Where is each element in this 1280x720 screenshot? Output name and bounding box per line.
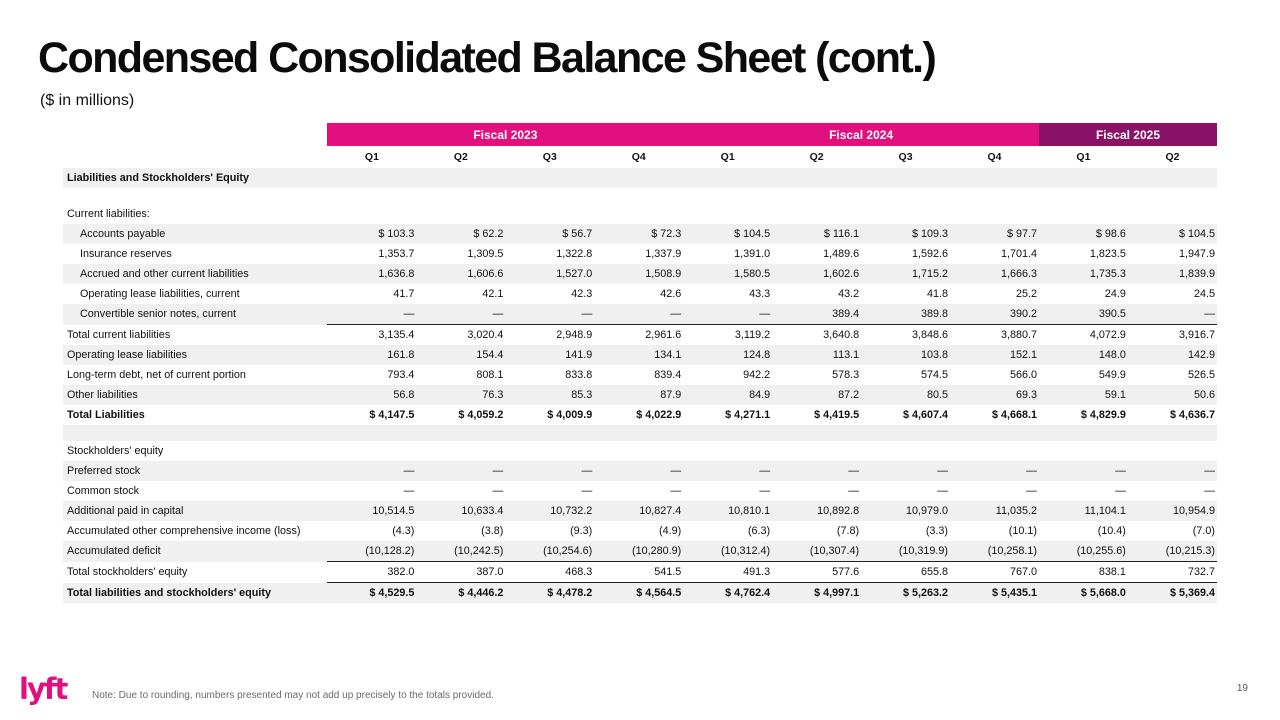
row-label: Current liabilities: bbox=[67, 208, 150, 220]
row-label: Preferred stock bbox=[63, 461, 327, 481]
value-cell: — bbox=[1115, 485, 1126, 497]
value-cell: 148.0 bbox=[1039, 345, 1128, 365]
quarter-header: Q1 bbox=[364, 151, 379, 163]
value-cell: $ 4,271.1 bbox=[725, 409, 771, 421]
value-cell: 3,848.6 bbox=[861, 325, 950, 346]
value-cell: 808.1 bbox=[476, 369, 504, 381]
table-row bbox=[63, 168, 1217, 188]
value-cell: 10,954.9 bbox=[1128, 501, 1217, 521]
value-cell: 1,309.5 bbox=[467, 248, 504, 260]
value-cell: (10,128.2) bbox=[327, 541, 416, 562]
value-cell: 141.9 bbox=[505, 345, 594, 365]
value-cell: $ 4,668.1 bbox=[991, 409, 1037, 421]
value-cell: (4.3) bbox=[392, 525, 415, 537]
row-label: Liabilities and Stockholders' Equity bbox=[63, 168, 327, 188]
value-cell: 10,979.0 bbox=[861, 501, 950, 521]
value-cell: — bbox=[670, 485, 682, 497]
value-cell: — bbox=[1039, 461, 1128, 481]
row-label: Convertible senior notes, current bbox=[63, 304, 327, 325]
quarter-header: Q4 bbox=[987, 151, 1002, 163]
value-cell: $ 98.6 bbox=[1039, 224, 1128, 244]
value-cell bbox=[950, 168, 1039, 188]
value-cell bbox=[594, 441, 683, 461]
value-cell: 84.9 bbox=[683, 385, 772, 405]
table-row bbox=[63, 204, 1217, 224]
value-cell: 42.1 bbox=[482, 288, 504, 300]
value-cell: $ 104.5 bbox=[1128, 224, 1217, 244]
value-cell: 838.1 bbox=[1039, 562, 1128, 583]
row-label: Total liabilities and stockholders' equity bbox=[63, 583, 327, 604]
value-cell: (6.3) bbox=[747, 525, 771, 537]
value-cell: 468.3 bbox=[505, 562, 594, 583]
value-cell: 10,633.4 bbox=[416, 501, 505, 521]
value-cell: — bbox=[1128, 461, 1217, 481]
fiscal-2024-header: Fiscal 2024 bbox=[683, 123, 1039, 146]
balance-sheet-table bbox=[63, 123, 1217, 603]
row-label: Long-term debt, net of current portion bbox=[67, 369, 246, 381]
value-cell: 3,119.2 bbox=[683, 325, 772, 346]
value-cell: $ 72.3 bbox=[594, 224, 683, 244]
value-cell: 2,948.9 bbox=[505, 325, 594, 346]
value-cell: 11,035.2 bbox=[950, 501, 1039, 521]
value-cell: $ 4,762.4 bbox=[683, 583, 772, 604]
table-row bbox=[63, 264, 1217, 284]
value-cell: 3,020.4 bbox=[416, 325, 505, 346]
row-label: Operating lease liabilities, current bbox=[80, 288, 240, 300]
value-cell bbox=[861, 168, 950, 188]
row-label: Accounts payable bbox=[63, 224, 327, 244]
lyft-logo bbox=[18, 672, 74, 710]
value-cell bbox=[861, 204, 950, 224]
value-cell: — bbox=[937, 485, 949, 497]
value-cell: — bbox=[327, 461, 416, 481]
value-cell: 41.7 bbox=[393, 288, 415, 300]
value-cell bbox=[950, 441, 1039, 461]
balance-sheet-body bbox=[63, 168, 1217, 603]
table-row bbox=[63, 365, 1217, 385]
value-cell bbox=[1039, 168, 1128, 188]
value-cell bbox=[1128, 441, 1217, 461]
value-cell: 113.1 bbox=[772, 345, 861, 365]
value-cell: 134.1 bbox=[594, 345, 683, 365]
quarter-header: Q1 bbox=[720, 151, 735, 163]
value-cell: 69.3 bbox=[950, 385, 1039, 405]
value-cell: $ 4,564.5 bbox=[594, 583, 683, 604]
value-cell: 1,606.6 bbox=[416, 264, 505, 284]
value-cell bbox=[505, 188, 594, 204]
value-cell: 1,602.6 bbox=[772, 264, 861, 284]
value-cell: 1,527.0 bbox=[505, 264, 594, 284]
value-cell: 1,636.8 bbox=[327, 264, 416, 284]
value-cell: $ 4,022.9 bbox=[636, 409, 682, 421]
value-cell: — bbox=[772, 461, 861, 481]
value-cell: 3,640.8 bbox=[772, 325, 861, 346]
value-cell: (10,312.4) bbox=[683, 541, 772, 562]
value-cell: — bbox=[1026, 485, 1037, 497]
value-cell bbox=[1039, 188, 1128, 204]
value-cell: 491.3 bbox=[683, 562, 772, 583]
value-cell: (10,280.9) bbox=[594, 541, 683, 562]
value-cell: 1,715.2 bbox=[861, 264, 950, 284]
value-cell: $ 56.7 bbox=[505, 224, 594, 244]
value-cell: 25.2 bbox=[1015, 288, 1037, 300]
value-cell: $ 4,478.2 bbox=[505, 583, 594, 604]
value-cell: 11,104.1 bbox=[1039, 501, 1128, 521]
value-cell: 124.8 bbox=[683, 345, 772, 365]
value-cell: — bbox=[848, 485, 860, 497]
value-cell: 42.6 bbox=[660, 288, 682, 300]
value-cell: 2,961.6 bbox=[594, 325, 683, 346]
value-cell: — bbox=[950, 461, 1039, 481]
value-cell: 389.4 bbox=[772, 304, 861, 325]
value-cell: $ 116.1 bbox=[772, 224, 861, 244]
value-cell: $ 4,147.5 bbox=[369, 409, 415, 421]
value-cell: 10,732.2 bbox=[505, 501, 594, 521]
table-row bbox=[63, 501, 1217, 521]
value-cell: $ 4,529.5 bbox=[327, 583, 416, 604]
quarter-header-blank bbox=[63, 146, 327, 168]
value-cell: 87.2 bbox=[772, 385, 861, 405]
value-cell bbox=[416, 188, 505, 204]
table-row bbox=[63, 304, 1217, 325]
row-label bbox=[63, 425, 327, 441]
value-cell: 10,827.4 bbox=[594, 501, 683, 521]
value-cell: 152.1 bbox=[950, 345, 1039, 365]
value-cell bbox=[772, 425, 861, 441]
quarter-header: Q4 bbox=[631, 151, 646, 163]
value-cell: — bbox=[594, 461, 683, 481]
value-cell: 24.9 bbox=[1104, 288, 1126, 300]
value-cell: (10,307.4) bbox=[772, 541, 861, 562]
value-cell: 142.9 bbox=[1128, 345, 1217, 365]
value-cell: $ 5,668.0 bbox=[1039, 583, 1128, 604]
value-cell: (10,258.1) bbox=[950, 541, 1039, 562]
value-cell: 1,735.3 bbox=[1039, 264, 1128, 284]
value-cell: — bbox=[581, 485, 593, 497]
value-cell: $ 4,446.2 bbox=[416, 583, 505, 604]
value-cell: (10.1) bbox=[1008, 525, 1037, 537]
quarter-header: Q1 bbox=[1076, 151, 1091, 163]
value-cell bbox=[416, 204, 505, 224]
value-cell: $ 4,059.2 bbox=[458, 409, 504, 421]
value-cell bbox=[594, 425, 683, 441]
value-cell bbox=[772, 204, 861, 224]
page-title: Condensed Consolidated Balance Sheet (cont.) bbox=[38, 34, 936, 82]
value-cell: — bbox=[327, 304, 416, 325]
value-cell: 43.2 bbox=[838, 288, 860, 300]
value-cell: 942.2 bbox=[743, 369, 771, 381]
value-cell: (10,319.9) bbox=[861, 541, 950, 562]
value-cell bbox=[950, 204, 1039, 224]
value-cell bbox=[683, 441, 772, 461]
value-cell: 1,337.9 bbox=[645, 248, 682, 260]
value-cell bbox=[505, 425, 594, 441]
value-cell: $ 4,009.9 bbox=[547, 409, 593, 421]
value-cell: 50.6 bbox=[1128, 385, 1217, 405]
value-cell: — bbox=[492, 485, 504, 497]
value-cell: 1,666.3 bbox=[950, 264, 1039, 284]
value-cell: 10,810.1 bbox=[683, 501, 772, 521]
value-cell bbox=[594, 204, 683, 224]
value-cell bbox=[327, 425, 416, 441]
lyft-logo-text: lyft bbox=[19, 672, 67, 706]
quarter-header: Q2 bbox=[453, 151, 468, 163]
value-cell: 767.0 bbox=[950, 562, 1039, 583]
value-cell: (9.3) bbox=[570, 525, 593, 537]
quarter-header: Q3 bbox=[898, 151, 913, 163]
value-cell bbox=[772, 188, 861, 204]
value-cell bbox=[1128, 188, 1217, 204]
rounding-note: Note: Due to rounding, numbers presented may not add up precisely to the totals provided. bbox=[92, 690, 494, 701]
row-label: Total stockholders' equity bbox=[67, 566, 188, 578]
header-blank-cell bbox=[63, 123, 327, 146]
value-cell: — bbox=[505, 461, 594, 481]
value-cell: — bbox=[416, 461, 505, 481]
value-cell: $ 4,419.5 bbox=[814, 409, 860, 421]
value-cell: — bbox=[416, 304, 505, 325]
value-cell: 24.5 bbox=[1193, 288, 1215, 300]
value-cell: — bbox=[1128, 304, 1217, 325]
value-cell: 732.7 bbox=[1128, 562, 1217, 583]
value-cell bbox=[861, 425, 950, 441]
value-cell: — bbox=[403, 485, 415, 497]
value-cell: 42.3 bbox=[571, 288, 593, 300]
units-subtitle: ($ in millions) bbox=[40, 92, 135, 109]
value-cell: 1,322.8 bbox=[556, 248, 593, 260]
value-cell: 387.0 bbox=[416, 562, 505, 583]
value-cell: (7.8) bbox=[836, 525, 860, 537]
value-cell: 578.3 bbox=[832, 369, 860, 381]
value-cell: 566.0 bbox=[1009, 369, 1037, 381]
value-cell: 839.4 bbox=[654, 369, 682, 381]
value-cell: 80.5 bbox=[861, 385, 950, 405]
table-row bbox=[63, 345, 1217, 365]
value-cell bbox=[327, 188, 416, 204]
value-cell bbox=[683, 168, 772, 188]
table-row bbox=[63, 224, 1217, 244]
value-cell bbox=[327, 204, 416, 224]
value-cell: 154.4 bbox=[416, 345, 505, 365]
value-cell: (10,254.6) bbox=[505, 541, 594, 562]
value-cell: 1,391.0 bbox=[734, 248, 771, 260]
row-label: Common stock bbox=[67, 485, 139, 497]
value-cell bbox=[683, 188, 772, 204]
value-cell: 10,514.5 bbox=[327, 501, 416, 521]
table-row bbox=[63, 385, 1217, 405]
value-cell: — bbox=[683, 461, 772, 481]
value-cell: $ 103.3 bbox=[327, 224, 416, 244]
value-cell: $ 4,607.4 bbox=[903, 409, 949, 421]
fiscal-2025-header: Fiscal 2025 bbox=[1039, 123, 1217, 146]
quarter-header: Q2 bbox=[1165, 151, 1180, 163]
value-cell: 43.3 bbox=[749, 288, 771, 300]
table-row bbox=[63, 425, 1217, 441]
value-cell: (10,215.3) bbox=[1128, 541, 1217, 562]
value-cell: 1,701.4 bbox=[1000, 248, 1037, 260]
value-cell: 1,580.5 bbox=[683, 264, 772, 284]
value-cell: — bbox=[861, 461, 950, 481]
value-cell bbox=[416, 441, 505, 461]
value-cell: — bbox=[759, 485, 771, 497]
row-label: Total current liabilities bbox=[67, 328, 171, 341]
row-label: Accumulated deficit bbox=[63, 541, 327, 562]
row-label: Other liabilities bbox=[63, 385, 327, 405]
value-cell: $ 62.2 bbox=[416, 224, 505, 244]
value-cell bbox=[861, 188, 950, 204]
table-row bbox=[63, 284, 1217, 304]
value-cell: (3.8) bbox=[481, 525, 504, 537]
value-cell bbox=[594, 168, 683, 188]
value-cell: 833.8 bbox=[565, 369, 593, 381]
value-cell: 59.1 bbox=[1039, 385, 1128, 405]
value-cell: 76.3 bbox=[416, 385, 505, 405]
value-cell: 41.8 bbox=[927, 288, 949, 300]
value-cell bbox=[1039, 441, 1128, 461]
value-cell: (3.3) bbox=[925, 525, 949, 537]
value-cell bbox=[772, 441, 861, 461]
value-cell: 10,892.8 bbox=[772, 501, 861, 521]
value-cell: 390.2 bbox=[950, 304, 1039, 325]
value-cell bbox=[416, 168, 505, 188]
value-cell: — bbox=[594, 304, 683, 325]
value-cell: 3,916.7 bbox=[1128, 325, 1217, 346]
value-cell bbox=[416, 425, 505, 441]
value-cell: (4.9) bbox=[659, 525, 682, 537]
value-cell bbox=[327, 168, 416, 188]
quarter-header-row bbox=[63, 146, 1217, 168]
table-row bbox=[63, 541, 1217, 562]
row-label: Additional paid in capital bbox=[63, 501, 327, 521]
table-row bbox=[63, 188, 1217, 204]
value-cell: 655.8 bbox=[861, 562, 950, 583]
value-cell: 389.8 bbox=[861, 304, 950, 325]
value-cell: 1,823.5 bbox=[1089, 248, 1126, 260]
value-cell bbox=[327, 441, 416, 461]
row-label bbox=[63, 188, 327, 204]
table-row bbox=[63, 325, 1217, 346]
value-cell: 577.6 bbox=[772, 562, 861, 583]
table-row bbox=[63, 405, 1217, 425]
value-cell bbox=[950, 188, 1039, 204]
value-cell: 390.5 bbox=[1039, 304, 1128, 325]
row-label: Accumulated other comprehensive income (loss) bbox=[67, 525, 301, 537]
value-cell: 4,072.9 bbox=[1039, 325, 1128, 346]
value-cell: 161.8 bbox=[327, 345, 416, 365]
table-row bbox=[63, 461, 1217, 481]
value-cell: $ 4,636.7 bbox=[1169, 409, 1215, 421]
row-label: Operating lease liabilities bbox=[63, 345, 327, 365]
table-row bbox=[63, 441, 1217, 461]
value-cell: 3,135.4 bbox=[327, 325, 416, 346]
value-cell: 793.4 bbox=[387, 369, 415, 381]
row-label: Insurance reserves bbox=[80, 248, 172, 260]
page-number: 19 bbox=[1236, 683, 1248, 694]
value-cell bbox=[1128, 204, 1217, 224]
value-cell bbox=[1039, 425, 1128, 441]
value-cell bbox=[505, 441, 594, 461]
value-cell: — bbox=[1204, 485, 1215, 497]
value-cell: 1,508.9 bbox=[594, 264, 683, 284]
value-cell: — bbox=[683, 304, 772, 325]
value-cell: 541.5 bbox=[594, 562, 683, 583]
value-cell: 1,489.6 bbox=[823, 248, 860, 260]
row-label: Stockholders' equity bbox=[67, 445, 164, 457]
value-cell bbox=[772, 168, 861, 188]
value-cell: 1,353.7 bbox=[378, 248, 415, 260]
value-cell bbox=[505, 204, 594, 224]
quarter-header: Q2 bbox=[809, 151, 824, 163]
value-cell: 85.3 bbox=[505, 385, 594, 405]
value-cell bbox=[950, 425, 1039, 441]
value-cell: (10,255.6) bbox=[1039, 541, 1128, 562]
fiscal-year-header-row bbox=[63, 123, 1217, 146]
table-row bbox=[63, 562, 1217, 583]
value-cell bbox=[683, 204, 772, 224]
value-cell bbox=[861, 441, 950, 461]
table-row bbox=[63, 481, 1217, 501]
value-cell: 1,592.6 bbox=[912, 248, 949, 260]
value-cell: 1,839.9 bbox=[1128, 264, 1217, 284]
value-cell bbox=[594, 188, 683, 204]
table-row bbox=[63, 583, 1217, 604]
value-cell: $ 97.7 bbox=[950, 224, 1039, 244]
value-cell: 574.5 bbox=[921, 369, 949, 381]
value-cell: $ 5,263.2 bbox=[861, 583, 950, 604]
value-cell: 87.9 bbox=[594, 385, 683, 405]
value-cell bbox=[683, 425, 772, 441]
value-cell bbox=[1128, 425, 1217, 441]
value-cell bbox=[505, 168, 594, 188]
value-cell: 549.9 bbox=[1098, 369, 1126, 381]
table-row bbox=[63, 521, 1217, 541]
value-cell: 56.8 bbox=[327, 385, 416, 405]
value-cell: 103.8 bbox=[861, 345, 950, 365]
value-cell: (10.4) bbox=[1097, 525, 1126, 537]
table-row bbox=[63, 244, 1217, 264]
value-cell: $ 5,435.1 bbox=[950, 583, 1039, 604]
value-cell: — bbox=[505, 304, 594, 325]
value-cell: 526.5 bbox=[1187, 369, 1215, 381]
value-cell: (10,242.5) bbox=[416, 541, 505, 562]
fiscal-2023-header: Fiscal 2023 bbox=[327, 123, 683, 146]
value-cell: (7.0) bbox=[1192, 525, 1215, 537]
row-label: Accrued and other current liabilities bbox=[63, 264, 327, 284]
value-cell: $ 5,369.4 bbox=[1128, 583, 1217, 604]
value-cell: $ 109.3 bbox=[861, 224, 950, 244]
value-cell bbox=[1128, 168, 1217, 188]
value-cell bbox=[1039, 204, 1128, 224]
value-cell: 3,880.7 bbox=[950, 325, 1039, 346]
value-cell: 382.0 bbox=[327, 562, 416, 583]
value-cell: $ 104.5 bbox=[683, 224, 772, 244]
quarter-header: Q3 bbox=[542, 151, 557, 163]
value-cell: $ 4,829.9 bbox=[1080, 409, 1126, 421]
row-label: Total Liabilities bbox=[67, 409, 145, 421]
value-cell: 1,947.9 bbox=[1178, 248, 1215, 260]
value-cell: $ 4,997.1 bbox=[772, 583, 861, 604]
